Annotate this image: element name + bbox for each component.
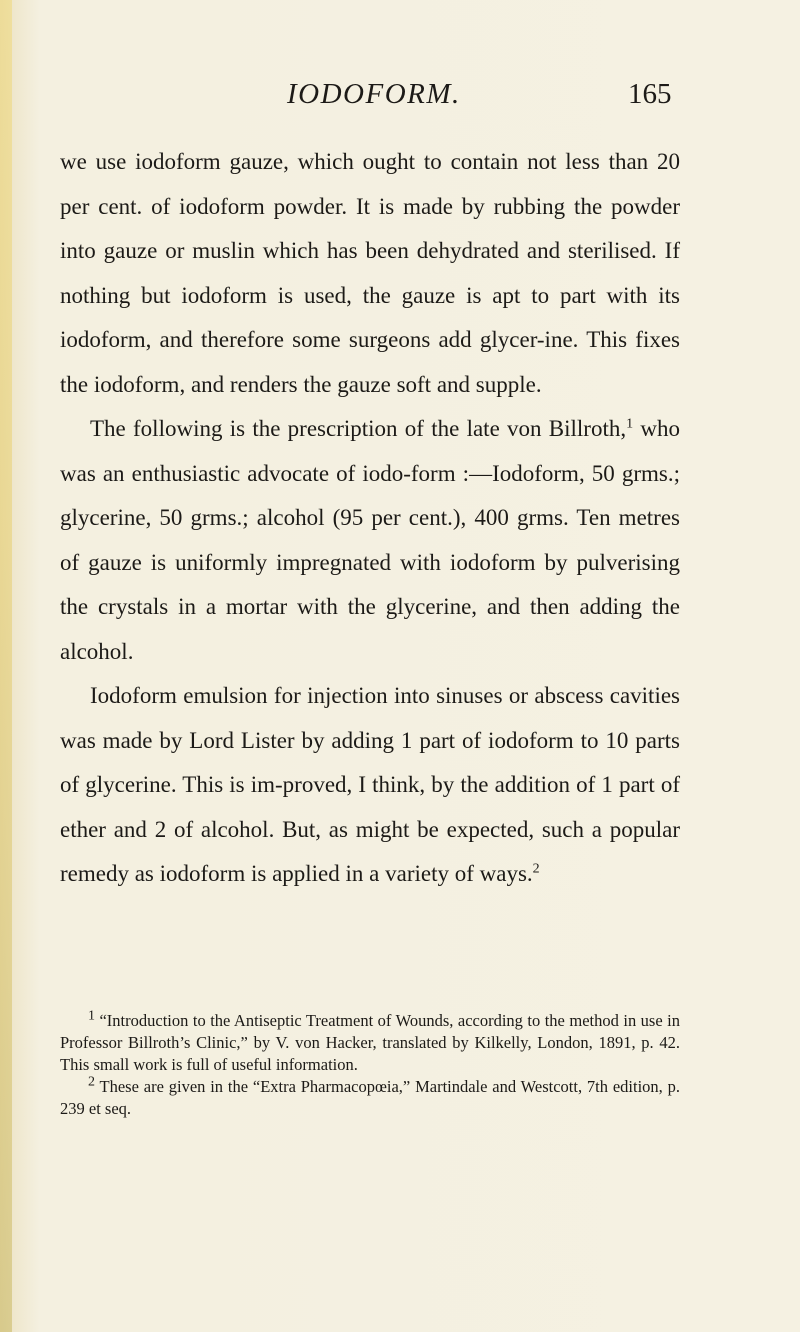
footnote-2-marker: 2 [88, 1074, 95, 1090]
footnote-2 [60, 1076, 680, 1120]
paragraph-2 [60, 407, 680, 674]
footnote-ref-2: 2 [532, 861, 540, 877]
footnote-1-text: “Introduction to the Antiseptic Treatment of Wounds, according to the method in use in Professor Billroth’s Clinic,” by V. von Hacker, translated by Kilkelly, London, 1891, p. 42. This small work is full of useful information. [60, 1011, 680, 1074]
paragraph-3 [60, 674, 680, 897]
footnote-2-text: These are given in the “Extra Pharmacopœia,” Martindale and Westcott, 7th edition, p. 239 et seq. [60, 1077, 680, 1118]
paragraph-1: we use iodoform gauze, which ought to contain not less than 20 per cent. of iodoform powder. It is made by rubbing the powder into gauze or muslin which has been dehydrated and sterilised. If nothing but iodoform is used, the gauze is apt to part with its iodoform, and therefore some surgeons add glycer-ine. This fixes the iodoform, and renders the gauze soft and supple. [60, 149, 680, 397]
paragraph-3-text: Iodoform emulsion for injection into sinuses or abscess cavities was made by Lord Lister by adding 1 part of iodoform to 10 parts of glycerine. This is im-proved, I think, by the addition of 1 part of ether and 2 of alcohol. But, as might be expected, such a popular remedy as iodoform is applied in a variety of ways. [60, 683, 680, 886]
footnote-ref-1: 1 [626, 416, 634, 432]
footnote-1 [60, 1010, 680, 1076]
page-number: 165 [628, 78, 672, 110]
footnote-1-marker: 1 [88, 1008, 95, 1024]
paragraph-2-text-end: who was an enthusiastic advocate of iodo-form :—Iodoform, 50 grms.; glycerine, 50 grms.; alcohol (95 per cent.), 400 grms. Ten metres of gauze is uniformly impregnated with iodoform by pulverising the crystals in a mortar with the glycerine, and then adding the alcohol. [60, 416, 680, 664]
page-binding-edge [0, 0, 12, 1332]
paragraph-2-text-start: The following is the prescription of the late von Billroth, [90, 416, 627, 441]
footnotes [60, 1010, 680, 1120]
body-text [60, 140, 680, 897]
page-header [0, 78, 800, 118]
running-head: IODOFORM. [287, 78, 461, 110]
